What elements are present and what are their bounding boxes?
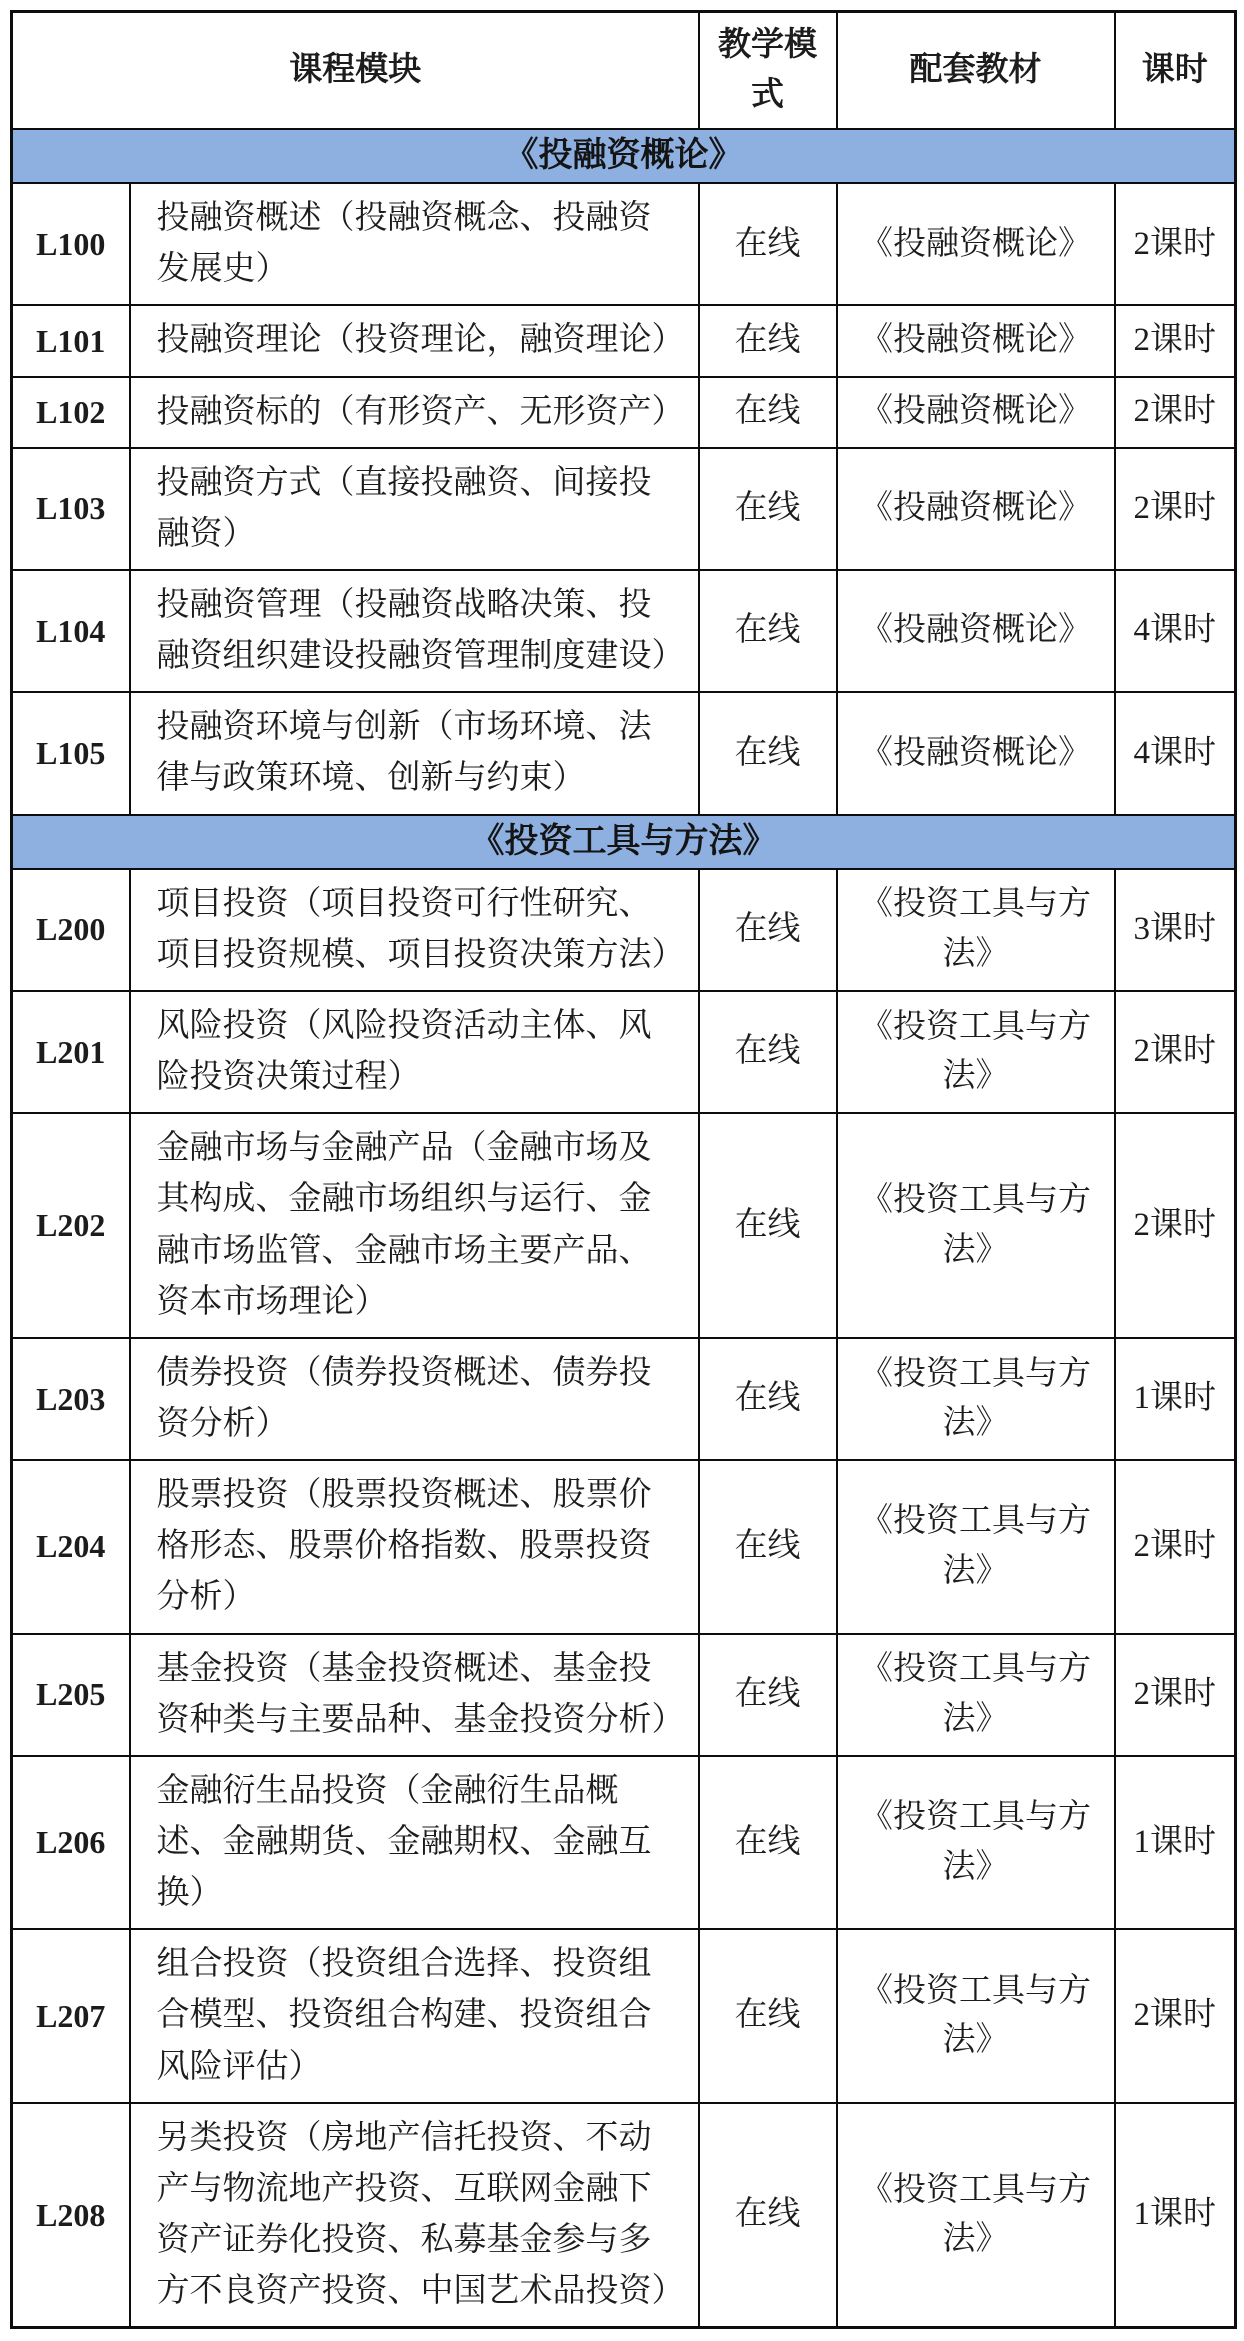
teaching-mode-cell: 在线 xyxy=(699,377,837,448)
class-hours-cell: 2课时 xyxy=(1115,991,1236,1113)
column-header-teaching-mode: 教学模式 xyxy=(699,12,837,130)
table-row xyxy=(12,305,1236,376)
class-hours-cell: 3课时 xyxy=(1115,869,1236,991)
class-hours-cell: 4课时 xyxy=(1115,692,1236,814)
column-header-module: 课程模块 xyxy=(12,12,699,130)
course-description-cell: 金融衍生品投资（金融衍生品概述、金融期货、金融期权、金融互换） xyxy=(130,1756,699,1929)
course-code-cell: L207 xyxy=(12,1929,130,2102)
teaching-mode-cell: 在线 xyxy=(699,183,837,305)
course-code-cell: L208 xyxy=(12,2103,130,2328)
class-hours-cell: 2课时 xyxy=(1115,1929,1236,2102)
textbook-cell: 《投融资概论》 xyxy=(837,692,1115,814)
table-row xyxy=(12,1113,1236,1338)
textbook-cell: 《投融资概论》 xyxy=(837,377,1115,448)
class-hours-cell: 2课时 xyxy=(1115,377,1236,448)
class-hours-cell: 4课时 xyxy=(1115,570,1236,692)
course-code-cell: L203 xyxy=(12,1338,130,1460)
table-row xyxy=(12,1929,1236,2102)
table-row xyxy=(12,1460,1236,1633)
course-code-cell: L201 xyxy=(12,991,130,1113)
textbook-cell: 《投资工具与方法》 xyxy=(837,1113,1115,1338)
section-title: 《投融资概论》 xyxy=(12,129,1236,183)
table-row xyxy=(12,991,1236,1113)
textbook-cell: 《投资工具与方法》 xyxy=(837,2103,1115,2328)
course-code-cell: L103 xyxy=(12,448,130,570)
course-code-cell: L204 xyxy=(12,1460,130,1633)
teaching-mode-cell: 在线 xyxy=(699,448,837,570)
course-description-cell: 投融资方式（直接投融资、间接投融资） xyxy=(130,448,699,570)
course-code-cell: L101 xyxy=(12,305,130,376)
course-code-cell: L102 xyxy=(12,377,130,448)
course-description-cell: 风险投资（风险投资活动主体、风险投资决策过程） xyxy=(130,991,699,1113)
textbook-cell: 《投融资概论》 xyxy=(837,305,1115,376)
course-description-cell: 另类投资（房地产信托投资、不动产与物流地产投资、互联网金融下资产证券化投资、私募基金参与多方不良资产投资、中国艺术品投资） xyxy=(130,2103,699,2328)
table-row xyxy=(12,692,1236,814)
table-row xyxy=(12,1338,1236,1460)
teaching-mode-cell: 在线 xyxy=(699,305,837,376)
textbook-cell: 《投资工具与方法》 xyxy=(837,1338,1115,1460)
course-description-cell: 债券投资（债券投资概述、债券投资分析） xyxy=(130,1338,699,1460)
teaching-mode-cell: 在线 xyxy=(699,1113,837,1338)
class-hours-cell: 1课时 xyxy=(1115,2103,1236,2328)
class-hours-cell: 2课时 xyxy=(1115,1634,1236,1756)
textbook-cell: 《投融资概论》 xyxy=(837,448,1115,570)
teaching-mode-cell: 在线 xyxy=(699,991,837,1113)
textbook-cell: 《投资工具与方法》 xyxy=(837,991,1115,1113)
teaching-mode-cell: 在线 xyxy=(699,869,837,991)
section-title: 《投资工具与方法》 xyxy=(12,815,1236,869)
teaching-mode-cell: 在线 xyxy=(699,1756,837,1929)
class-hours-cell: 2课时 xyxy=(1115,183,1236,305)
class-hours-cell: 2课时 xyxy=(1115,1113,1236,1338)
textbook-cell: 《投资工具与方法》 xyxy=(837,1756,1115,1929)
table-row xyxy=(12,183,1236,305)
table-row xyxy=(12,570,1236,692)
table-row xyxy=(12,2103,1236,2328)
section-header-row xyxy=(12,815,1236,869)
textbook-cell: 《投资工具与方法》 xyxy=(837,1929,1115,2102)
course-code-cell: L205 xyxy=(12,1634,130,1756)
course-schedule-table xyxy=(10,10,1237,2329)
class-hours-cell: 2课时 xyxy=(1115,305,1236,376)
course-description-cell: 投融资理论（投资理论，融资理论） xyxy=(130,305,699,376)
column-header-hours: 课时 xyxy=(1115,12,1236,130)
textbook-cell: 《投融资概论》 xyxy=(837,570,1115,692)
course-description-cell: 投融资标的（有形资产、无形资产） xyxy=(130,377,699,448)
course-code-cell: L206 xyxy=(12,1756,130,1929)
table-row xyxy=(12,448,1236,570)
column-header-textbook: 配套教材 xyxy=(837,12,1115,130)
textbook-cell: 《投资工具与方法》 xyxy=(837,1634,1115,1756)
table-row xyxy=(12,869,1236,991)
teaching-mode-cell: 在线 xyxy=(699,1929,837,2102)
header-row xyxy=(12,12,1236,130)
teaching-mode-cell: 在线 xyxy=(699,692,837,814)
course-description-cell: 投融资概述（投融资概念、投融资发展史） xyxy=(130,183,699,305)
course-description-cell: 股票投资（股票投资概述、股票价格形态、股票价格指数、股票投资分析） xyxy=(130,1460,699,1633)
teaching-mode-cell: 在线 xyxy=(699,2103,837,2328)
class-hours-cell: 1课时 xyxy=(1115,1756,1236,1929)
course-code-cell: L100 xyxy=(12,183,130,305)
teaching-mode-cell: 在线 xyxy=(699,1460,837,1633)
table-row xyxy=(12,377,1236,448)
course-description-cell: 基金投资（基金投资概述、基金投资种类与主要品种、基金投资分析） xyxy=(130,1634,699,1756)
teaching-mode-cell: 在线 xyxy=(699,570,837,692)
textbook-cell: 《投融资概论》 xyxy=(837,183,1115,305)
course-description-cell: 投融资环境与创新（市场环境、法律与政策环境、创新与约束） xyxy=(130,692,699,814)
table-row xyxy=(12,1634,1236,1756)
class-hours-cell: 1课时 xyxy=(1115,1338,1236,1460)
class-hours-cell: 2课时 xyxy=(1115,448,1236,570)
section-header-row xyxy=(12,129,1236,183)
course-description-cell: 投融资管理（投融资战略决策、投融资组织建设投融资管理制度建设） xyxy=(130,570,699,692)
table-row xyxy=(12,1756,1236,1929)
course-description-cell: 金融市场与金融产品（金融市场及其构成、金融市场组织与运行、金融市场监管、金融市场主要产品、资本市场理论） xyxy=(130,1113,699,1338)
course-code-cell: L202 xyxy=(12,1113,130,1338)
class-hours-cell: 2课时 xyxy=(1115,1460,1236,1633)
textbook-cell: 《投资工具与方法》 xyxy=(837,869,1115,991)
textbook-cell: 《投资工具与方法》 xyxy=(837,1460,1115,1633)
teaching-mode-cell: 在线 xyxy=(699,1634,837,1756)
course-code-cell: L105 xyxy=(12,692,130,814)
course-description-cell: 项目投资（项目投资可行性研究、项目投资规模、项目投资决策方法） xyxy=(130,869,699,991)
course-code-cell: L200 xyxy=(12,869,130,991)
course-description-cell: 组合投资（投资组合选择、投资组合模型、投资组合构建、投资组合风险评估） xyxy=(130,1929,699,2102)
teaching-mode-cell: 在线 xyxy=(699,1338,837,1460)
course-code-cell: L104 xyxy=(12,570,130,692)
